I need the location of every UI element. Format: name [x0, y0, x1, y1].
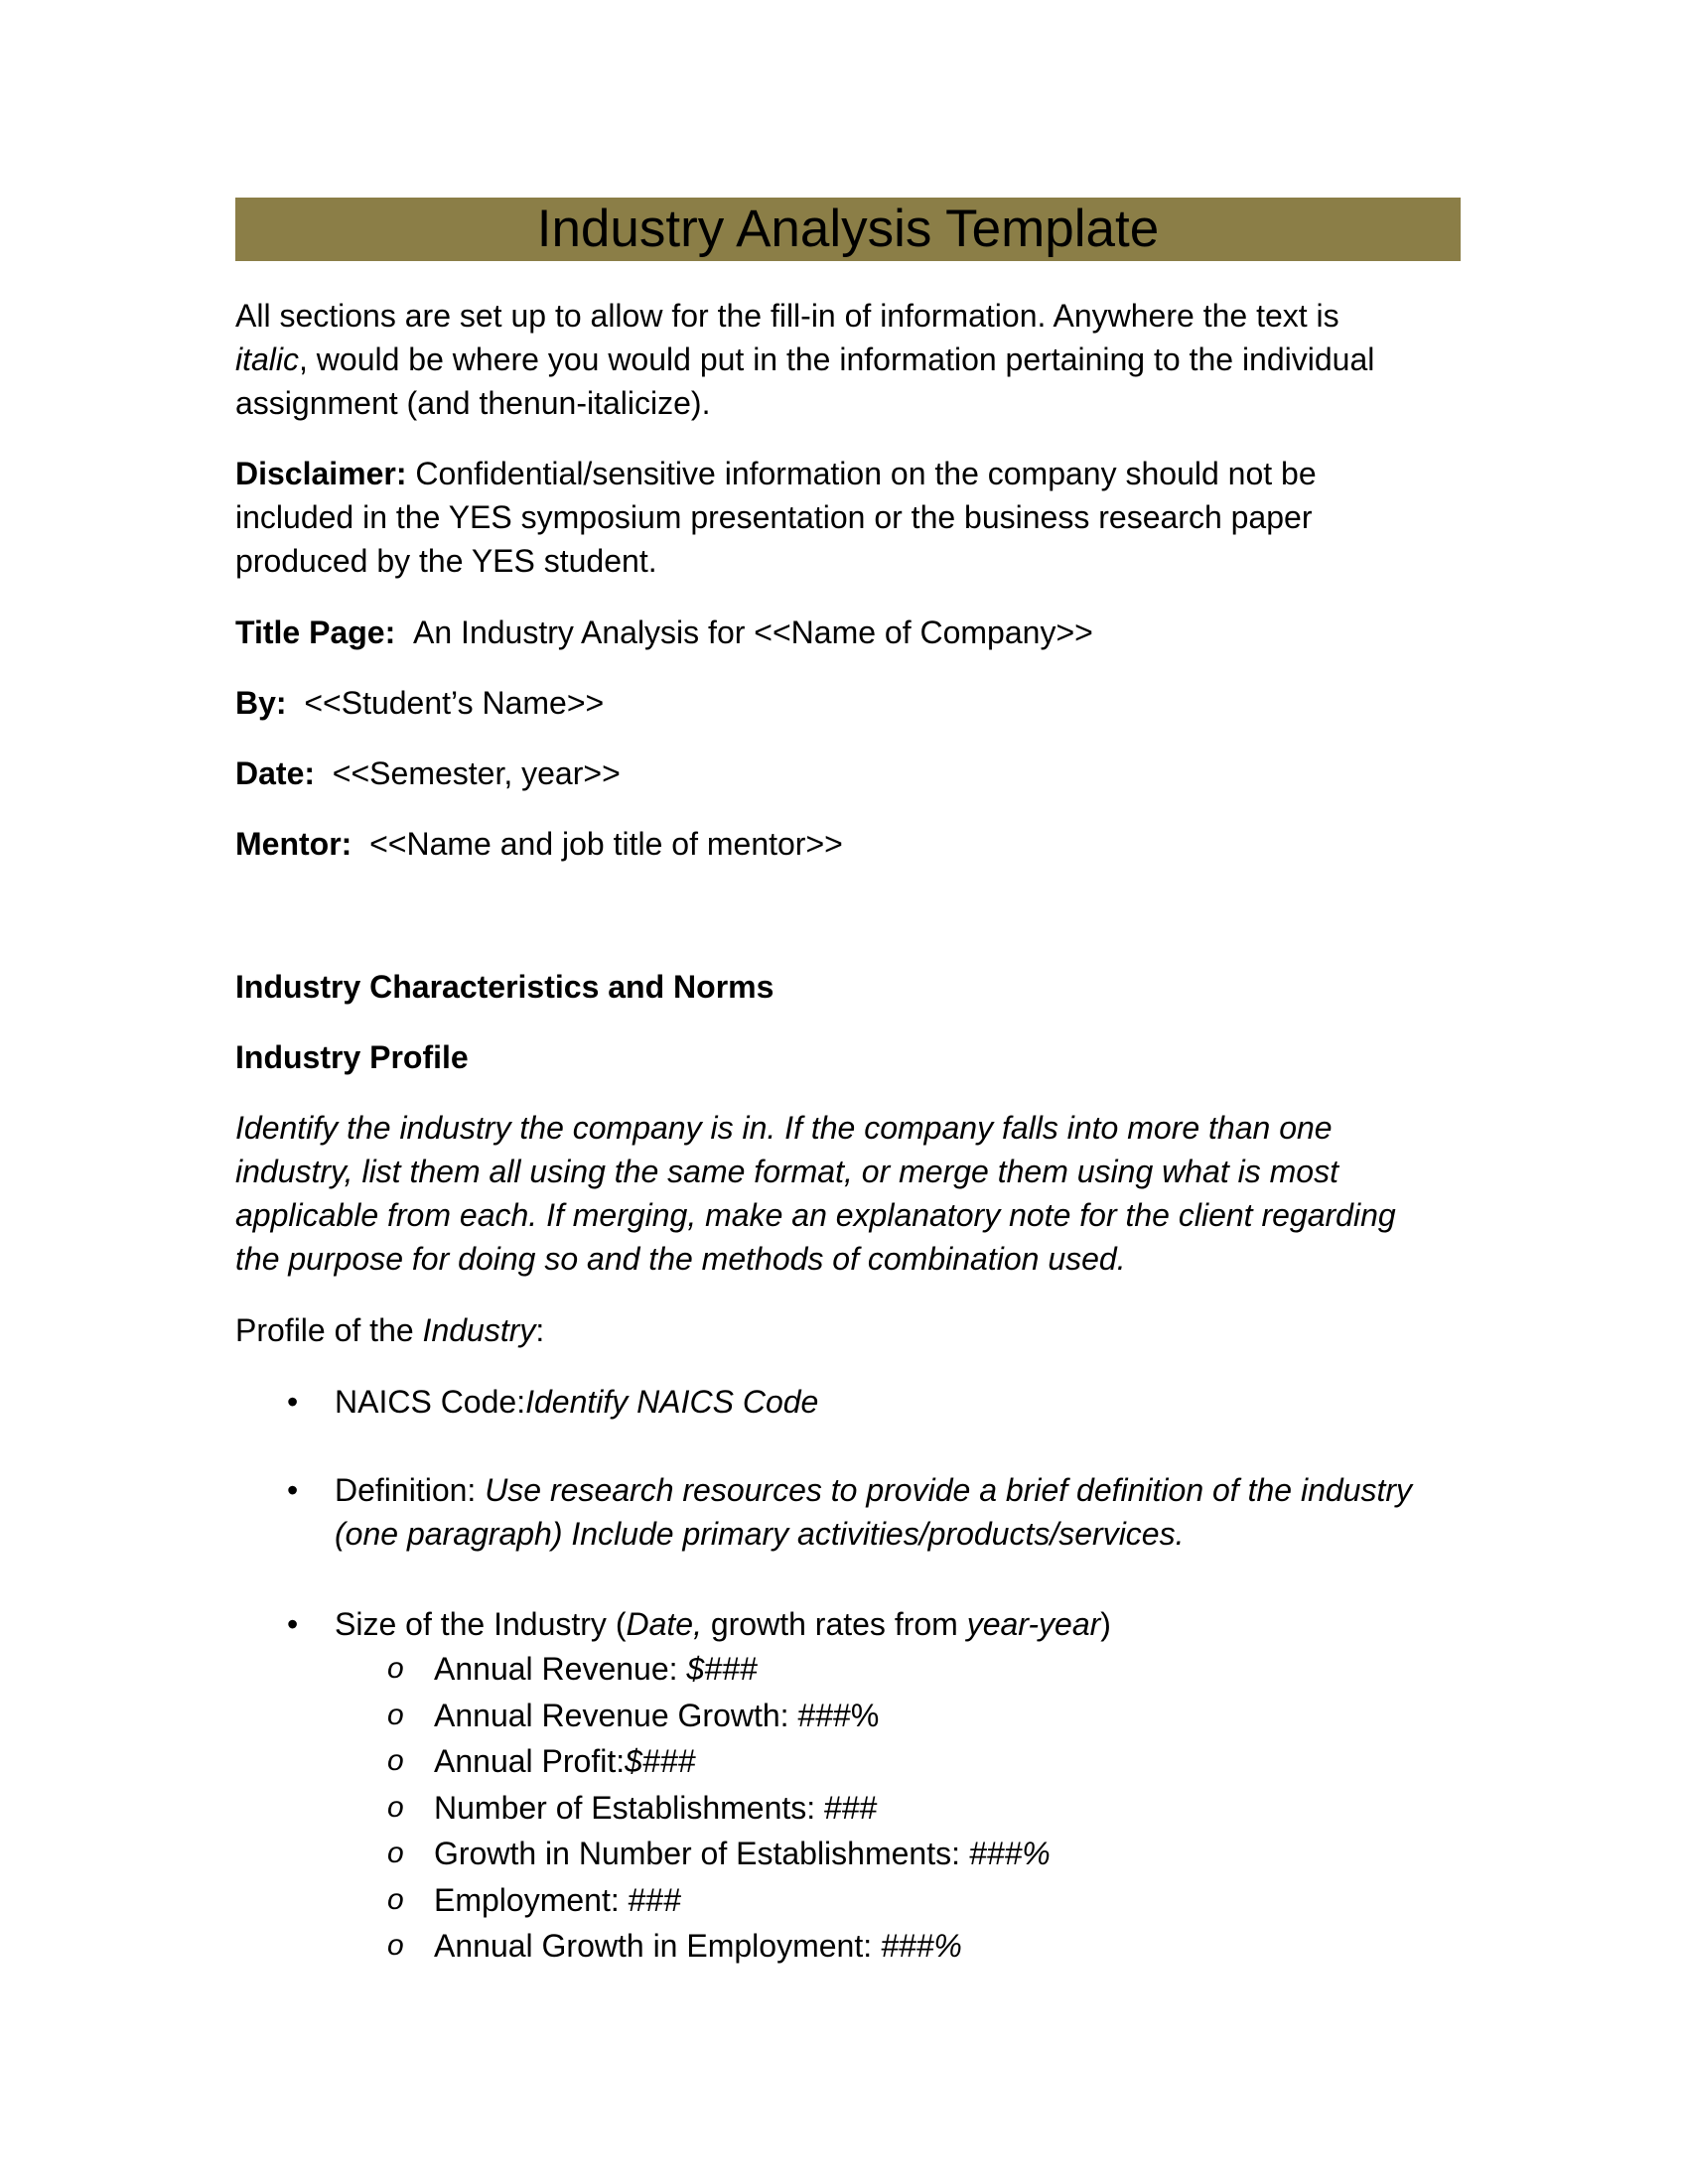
definition-line-2: (one paragraph) Include primary activities/products/services.	[335, 1516, 1185, 1552]
bullet-marker: •	[287, 1384, 299, 1420]
disclaimer-paragraph	[235, 452, 1461, 583]
sub-item-value: ###%	[968, 1836, 1051, 1871]
bullet-marker: •	[287, 1606, 299, 1642]
sub-list-marker: o	[387, 1744, 404, 1777]
title-banner	[235, 198, 1461, 261]
sub-list-text	[434, 1878, 681, 1922]
sub-item-value: $###	[686, 1651, 758, 1687]
sub-item-label: Growth in Number of Establishments:	[434, 1836, 969, 1871]
sub-list-marker: o	[387, 1790, 404, 1824]
sub-list-marker: o	[387, 1929, 404, 1962]
intro-line-2-rest: , would be where you would put in the information pertaining to the individual	[299, 341, 1375, 377]
sub-item-label: Annual Revenue Growth:	[434, 1697, 798, 1733]
intro-italic-word: italic	[235, 341, 300, 377]
naics-value: Identify NAICS Code	[525, 1384, 819, 1420]
field-label: Mentor:	[235, 826, 352, 862]
size-italic-1: Date,	[626, 1606, 702, 1642]
sub-list-text	[434, 1647, 758, 1691]
sub-list-text	[434, 1739, 695, 1783]
field-value: An Industry Analysis for <<Name of Company>>	[413, 614, 1093, 650]
sub-item-label: Annual Revenue:	[434, 1651, 687, 1687]
section-heading: Industry Characteristics and Norms	[235, 969, 774, 1005]
field-by	[235, 681, 1461, 725]
disclaimer-label: Disclaimer:	[235, 456, 407, 491]
bullet-text	[335, 1602, 1461, 1646]
disclaimer-line-2: included in the YES symposium presentation or the business research paper	[235, 499, 1313, 535]
field-title-page	[235, 611, 1461, 654]
profile-prefix: Profile of the	[235, 1312, 423, 1348]
definition-text-1: Use research resources to provide a brief definition of the industry	[485, 1472, 1412, 1508]
instructions-line-4: the purpose for doing so and the methods of combination used.	[235, 1241, 1126, 1277]
sub-item-value: ###	[824, 1789, 878, 1826]
sub-item-value: ###%	[880, 1928, 962, 1964]
definition-label: Definition:	[335, 1472, 486, 1508]
size-part-3: )	[1100, 1606, 1111, 1642]
instructions-line-3: applicable from each. If merging, make an explanatory note for the client regarding	[235, 1197, 1396, 1233]
document-title: Industry Analysis Template	[536, 200, 1160, 258]
disclaimer-line-3: produced by the YES student.	[235, 543, 657, 579]
intro-line-3: assignment (and thenun-italicize).	[235, 385, 711, 421]
definition-line-1	[335, 1468, 1461, 1512]
size-part-2: growth rates from	[701, 1606, 967, 1642]
field-label: By:	[235, 685, 287, 721]
subsection-heading: Industry Profile	[235, 1039, 469, 1075]
instructions-paragraph	[235, 1106, 1461, 1281]
sub-list-marker: o	[387, 1837, 404, 1869]
sub-item-value: ###%	[797, 1697, 880, 1733]
sub-item-label: Number of Establishments:	[434, 1789, 825, 1826]
sub-list-text	[434, 1786, 877, 1830]
instructions-line-1: Identify the industry the company is in. If the company falls into more than one	[235, 1110, 1333, 1146]
sub-list-text	[434, 1924, 962, 1968]
sub-item-label: Annual Growth in Employment:	[434, 1928, 881, 1964]
sub-item-value: $###	[625, 1743, 696, 1779]
sub-list-text	[434, 1832, 1051, 1875]
field-date	[235, 751, 1461, 795]
size-italic-2: year-year	[966, 1606, 1101, 1642]
size-part-1: Size of the Industry (	[335, 1606, 627, 1642]
profile-italic: Industry	[422, 1312, 536, 1348]
profile-suffix: :	[535, 1312, 545, 1348]
sub-list-marker: o	[387, 1698, 404, 1731]
field-label: Date:	[235, 755, 316, 791]
sub-item-label: Annual Profit:	[434, 1743, 626, 1779]
field-value: <<Student’s Name>>	[304, 685, 605, 721]
intro-line-1: All sections are set up to allow for the fill-in of information. Anywhere the text is	[235, 298, 1339, 334]
disclaimer-line-1	[235, 452, 1461, 495]
sub-list-marker: o	[387, 1882, 404, 1916]
bullet-marker: •	[287, 1472, 299, 1508]
profile-line	[235, 1308, 1461, 1352]
sub-list-marker: o	[387, 1652, 404, 1685]
sub-list-text	[434, 1694, 879, 1737]
bullet-text	[335, 1380, 1461, 1424]
instructions-line-2: industry, list them all using the same format, or merge them using what is most	[235, 1154, 1338, 1189]
field-label: Title Page:	[235, 614, 396, 650]
disclaimer-text-1: Confidential/sensitive information on the company should not be	[406, 456, 1317, 491]
field-value: <<Semester, year>>	[332, 755, 621, 791]
sub-item-label: Employment:	[434, 1881, 629, 1918]
bullet-text	[335, 1468, 1461, 1556]
field-value: <<Name and job title of mentor>>	[369, 826, 843, 862]
intro-line-2	[235, 338, 1461, 381]
intro-paragraph	[235, 294, 1461, 425]
field-mentor	[235, 822, 1461, 866]
sub-item-value: ###	[628, 1881, 682, 1918]
naics-label: NAICS Code:	[335, 1384, 526, 1420]
